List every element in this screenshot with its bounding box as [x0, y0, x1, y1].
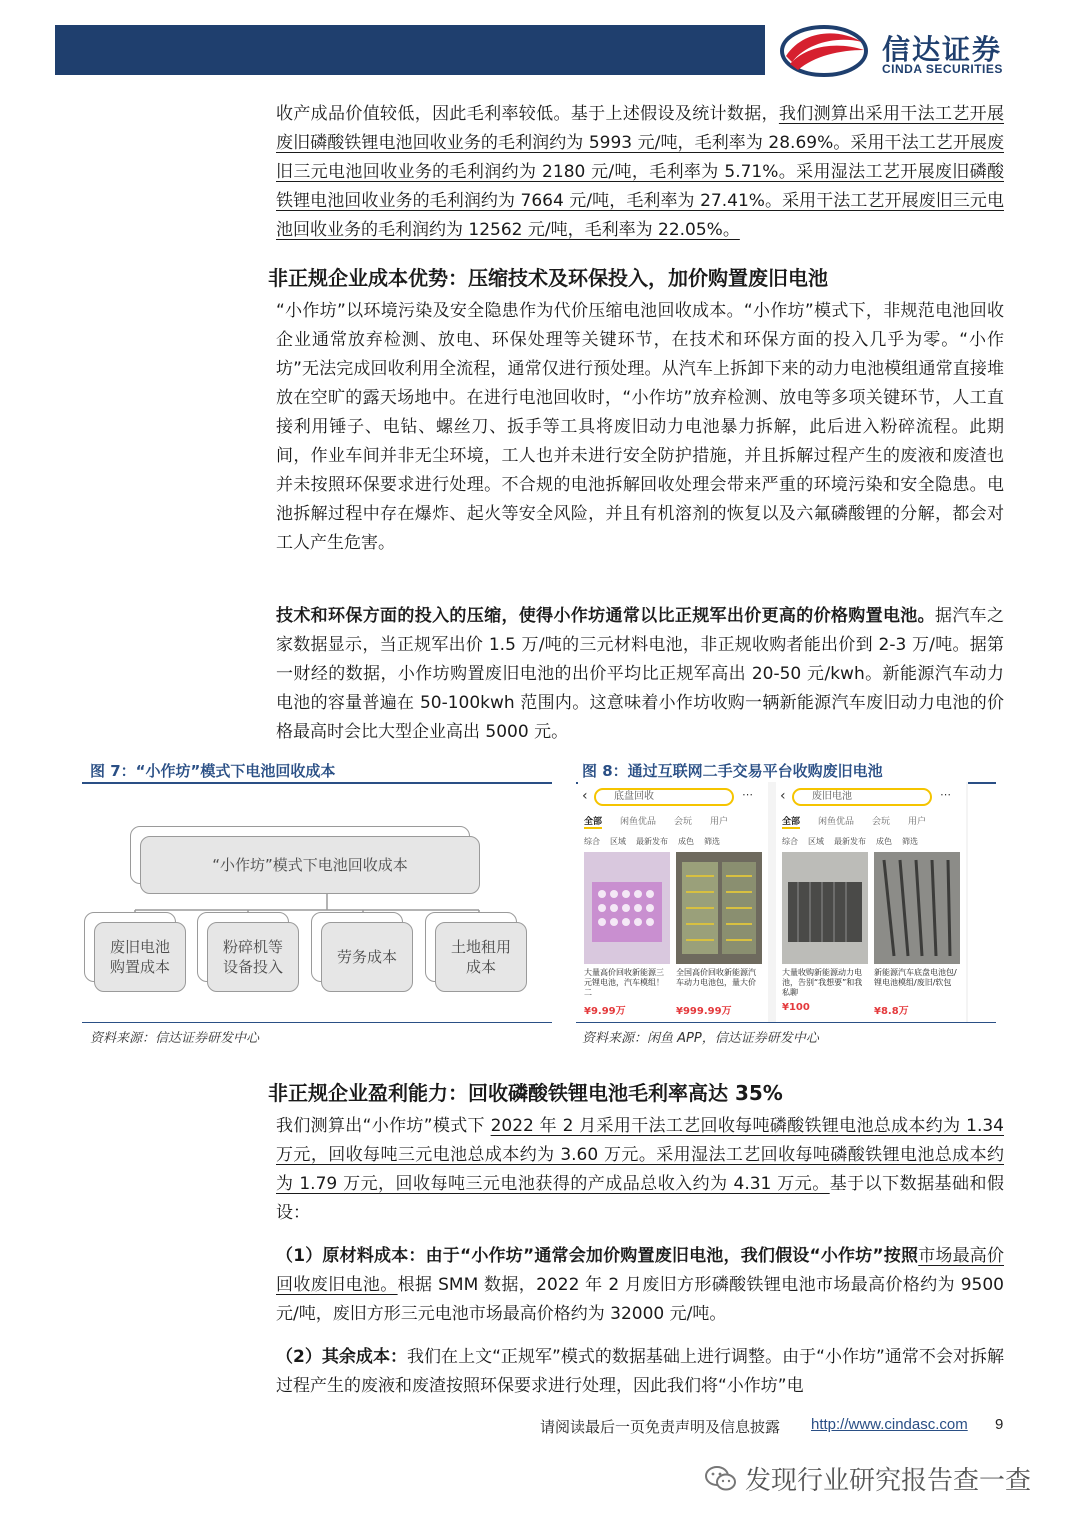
listing-card — [676, 852, 762, 1017]
tab-premium-1: 闲鱼优品 — [620, 817, 657, 827]
figure8-source: 资料来源：闲鱼 APP，信达证券研发中心 — [582, 1031, 819, 1046]
tab-all-1: 全部 — [584, 814, 602, 829]
footer-disclaimer: 请阅读最后一页免责声明及信息披露 — [540, 1418, 781, 1436]
search-box-1 — [594, 788, 734, 806]
search-query-2: 废旧电池 — [812, 791, 852, 802]
figure8-bottom-rule — [576, 1022, 996, 1023]
listing-card — [874, 852, 960, 1017]
cinda-logo-icon — [778, 22, 870, 80]
para5-underlined: 市场最高价回收废旧电池。 — [276, 1246, 1004, 1295]
more-icon: ⋯ — [940, 788, 951, 801]
filter-item: 综合 — [782, 837, 798, 846]
back-arrow-icon: ‹ — [780, 788, 786, 804]
more-icon: ⋯ — [742, 788, 753, 801]
filters-2 — [782, 836, 928, 847]
logo-chinese-name: 信达证券 — [882, 33, 1003, 66]
listing-title: 全国高价回收新能源汽车动力电池包，量大价 — [676, 968, 756, 987]
wechat-icon — [705, 1465, 737, 1493]
figure7-diagram — [82, 822, 552, 1017]
logo-english-name: CINDA SECURITIES — [882, 62, 1003, 76]
battery-photo — [874, 852, 960, 964]
para4-lead: 我们测算出“小作坊”模式下 — [276, 1116, 491, 1136]
paragraph-raw-material — [276, 1242, 1004, 1329]
para5-bold: （1）原材料成本：由于“小作坊”通常会加价购置废旧电池，我们假设“小作坊”按照 — [276, 1246, 919, 1266]
listing-price: ¥8.8万 — [874, 1006, 909, 1017]
filter-item: 最新发布 — [636, 837, 668, 846]
tab-all-2: 全部 — [782, 814, 800, 829]
filter-item: 筛选 — [704, 837, 720, 846]
phone-screenshot-2 — [776, 782, 966, 1022]
child-box-equipment: 粉碎机等 设备投入 — [207, 922, 299, 992]
paragraph-gross-margin — [276, 100, 1004, 245]
para6-rest: 我们在上文“正规军”模式的数据基础上进行调整。由于“小作坊”通常不会对拆解过程产生的废液和废渣按照环保要求进行处理，因此我们将“小作坊”电 — [276, 1347, 1004, 1396]
child-box-labor: 劳务成本 — [321, 922, 413, 992]
paragraph-purchase-price — [276, 602, 1004, 747]
filter-item: 筛选 — [902, 837, 918, 846]
section-heading-cost-advantage: 非正规企业成本优势：压缩技术及环保投入，加价购置废旧电池 — [268, 266, 828, 290]
watermark-text: 发现行业研究报告查一查 — [745, 1466, 1032, 1496]
filter-item: 成色 — [876, 837, 892, 846]
paragraph-total-cost — [276, 1112, 1004, 1228]
listing-card — [584, 852, 670, 1017]
para4-underlined: 2022 年 2 月采用干法工艺回收每吨磷酸铁锂电池总成本约为 1.34 万元，回收每吨三元电池总成本约为 3.60 万元。采用湿法工艺回收每吨磷酸铁锂电池总成本约为 1.79 万元，回收每吨三元电池获得的产成品总收入约为 4.31 万元。 — [276, 1116, 1004, 1194]
listing-price: ¥100 — [782, 1002, 810, 1013]
para3-rest: 据汽车之家数据显示，当正规军出价 1.5 万/吨的三元材料电池，非正规收购者能出价到 2-3 万/吨。据第一财经的数据，小作坊购置废旧电池的出价平均比正规军高出 20-50 元/kwh。新能源汽车动力电池的容量普遍在 50-100kwh 范围内。这意味着小作坊收购一辆新能源汽车废旧动力电池的价格最高时会比大型企业高出 5000 元。 — [276, 606, 1005, 742]
header-bar — [55, 25, 765, 75]
paragraph-workshop-cost — [276, 297, 1004, 558]
filter-item: 综合 — [584, 837, 600, 846]
battery-photo — [584, 852, 670, 964]
page-number: 9 — [995, 1416, 1004, 1433]
para3-bold: 技术和环保方面的投入的压缩，使得小作坊通常以比正规军出价更高的价格购置电池。 — [276, 606, 935, 626]
tabs-2 — [782, 814, 962, 829]
child-box-battery-purchase: 废旧电池 购置成本 — [94, 922, 186, 992]
battery-photo — [782, 852, 868, 964]
footer-website-link[interactable]: http://www.cindasc.com — [811, 1416, 968, 1433]
para4-tail: 基于以下数据基础和假设： — [276, 1174, 1004, 1223]
listing-card — [782, 852, 868, 1017]
tab-premium-2: 闲鱼优品 — [818, 817, 855, 827]
listing-title: 大量收购新能源动力电池，告别“我想要”和我私聊 — [782, 968, 863, 997]
figure7-title: 图 7：“小作坊”模式下电池回收成本 — [90, 762, 336, 780]
para2-text: “小作坊”以环境污染及安全隐患作为代价压缩电池回收成本。“小作坊”模式下，非规范电池回收企业通常放弃检测、放电、环保处理等关键环节，在技术和环保方面的投入几乎为零。“小作坊”无法完成回收利用全流程，通常仅进行预处理。从汽车上拆卸下来的动力电池模组通常直接堆放在空旷的露天场地中。在进行电池回收时，“小作坊”放弃检测、放电等多项关键环节，人工直接利用锤子、电钻、螺丝刀、扳手等工具将废旧动力电池暴力拆解，此后进入粉碎流程。此期间，作业车间并非无尘环境，工人也并未进行安全防护措施，并且拆解过程产生的废液和废渣也并未按照环保要求进行处理。不合规的电池拆解回收处理会带来严重的环境污染和安全隐患。电池拆解过程中存在爆炸、起火等安全风险，并且有机溶剂的恢复以及六氟磷酸锂的分解，都会对工人产生危害。 — [276, 301, 1004, 553]
figure7-source: 资料来源：信达证券研发中心 — [90, 1031, 260, 1046]
figure8-title: 图 8：通过互联网二手交易平台收购废旧电池 — [582, 762, 883, 780]
figure7-bottom-rule — [82, 1022, 552, 1023]
phone-screenshot-1 — [578, 782, 768, 1022]
search-query-1: 底盘回收 — [614, 791, 654, 802]
tab-users-2: 用户 — [908, 817, 927, 827]
filter-item: 成色 — [678, 837, 694, 846]
figure8-screenshots — [578, 782, 968, 1022]
tab-play-1: 会玩 — [674, 817, 693, 827]
para5-rest: 根据 SMM 数据，2022 年 2 月废旧方形磷酸铁锂电池市场最高价格约为 9500 元/吨，废旧方形三元电池市场最高价格约为 32000 元/吨。 — [276, 1275, 1004, 1324]
tab-users-1: 用户 — [710, 817, 729, 827]
para6-bold: （2）其余成本： — [276, 1347, 407, 1367]
filter-item: 区域 — [610, 837, 626, 846]
tabs-1 — [584, 814, 764, 829]
search-box-2 — [792, 788, 932, 806]
wechat-watermark — [705, 1460, 1031, 1497]
child-box-land-rent: 土地租用 成本 — [435, 922, 527, 992]
filters-1 — [584, 836, 730, 847]
tab-play-2: 会玩 — [872, 817, 891, 827]
para1-lead: 收产成品价值较低，因此毛利率较低。基于上述假设及统计数据， — [276, 104, 779, 124]
filter-item: 最新发布 — [834, 837, 866, 846]
listing-price: ¥999.99万 — [676, 1006, 732, 1017]
paragraph-other-cost — [276, 1343, 1004, 1401]
listing-title: 大量高价回收新能源三元锂电池，汽车模组！二 — [584, 968, 664, 997]
filter-item: 区域 — [808, 837, 824, 846]
section-heading-profitability: 非正规企业盈利能力：回收磷酸铁锂电池毛利率高达 35% — [268, 1081, 783, 1105]
root-box: “小作坊”模式下电池回收成本 — [140, 836, 480, 894]
listing-title: 新能源汽车底盘电池包/锂电池模组/废旧/软包 — [874, 968, 957, 987]
para1-underlined: 我们测算出采用干法工艺开展废旧磷酸铁锂电池回收业务的毛利润约为 5993 元/吨，毛利率为 28.69%。采用干法工艺开展废旧三元电池回收业务的毛利润约为 2180 元/吨，毛利率为 5.71%。采用湿法工艺开展废旧磷酸铁锂电池回收业务的毛利润约为 7664 元/吨，毛利率为 27.41%。采用干法工艺开展废旧三元电池回收业务的毛利润约为 12562 元/吨，毛利率为 22.05%。 — [276, 104, 1005, 240]
company-logo — [778, 22, 1048, 80]
back-arrow-icon: ‹ — [582, 788, 588, 804]
figure7-top-rule — [82, 782, 552, 784]
listing-price: ¥9.99万 — [584, 1006, 626, 1017]
battery-photo — [676, 852, 762, 964]
